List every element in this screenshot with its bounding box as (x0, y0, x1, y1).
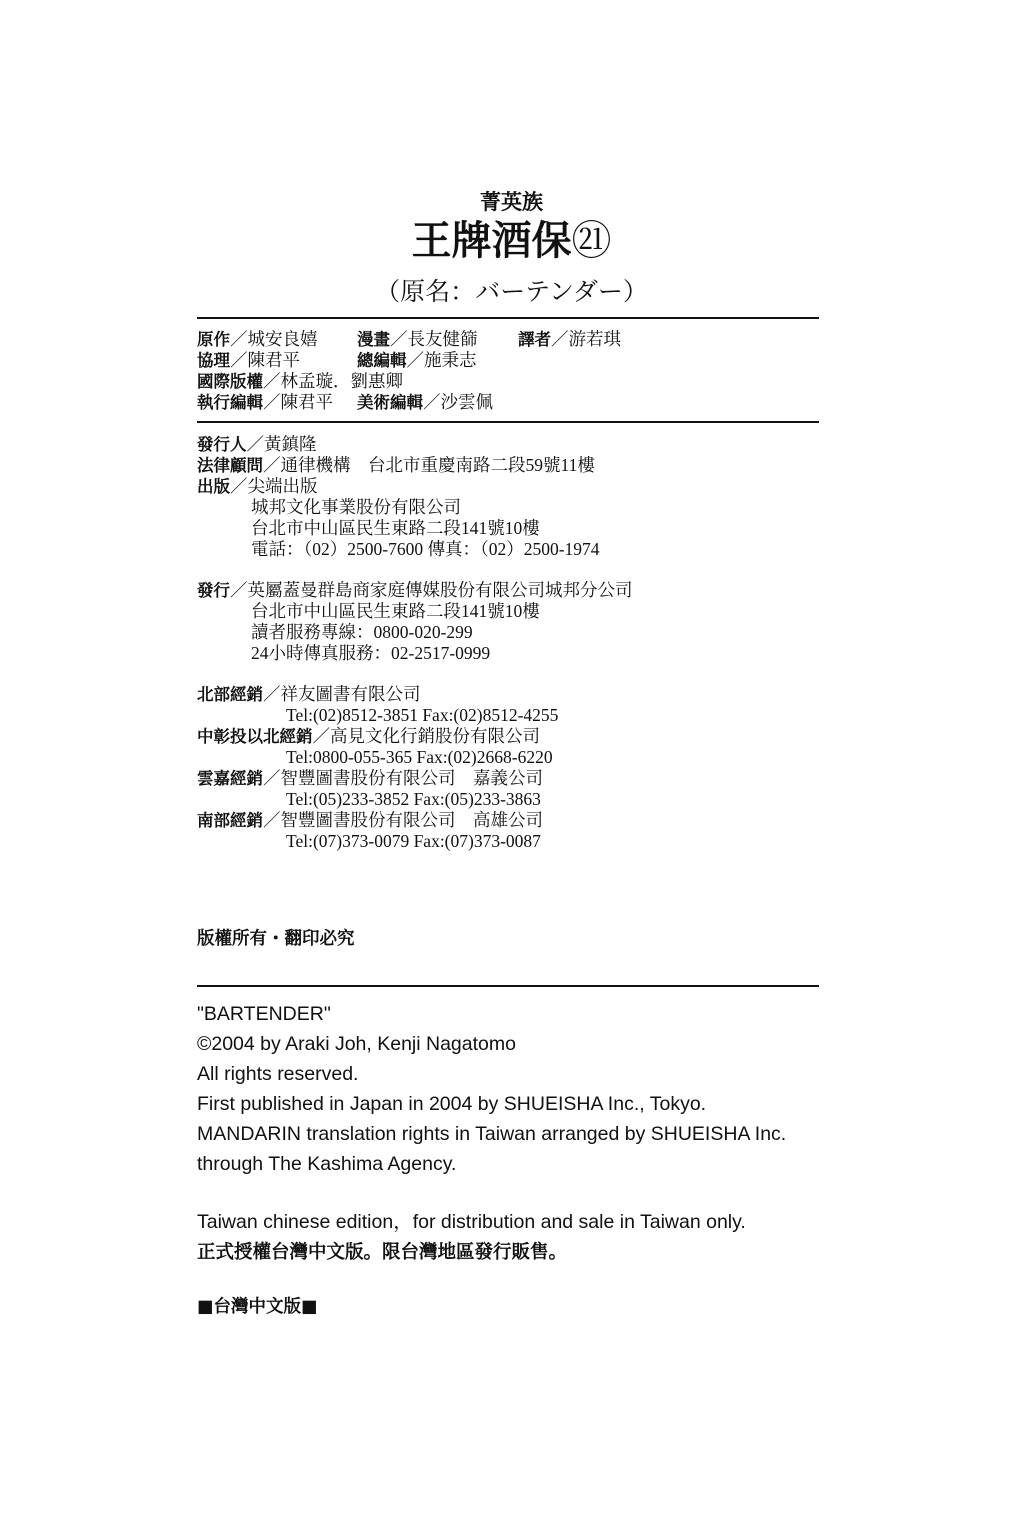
fax-service: 24小時傳真服務：02-2517-0999 (251, 643, 491, 663)
dealer-contact: Tel:(07)373-0079 Fax:(07)373-0087 (286, 831, 541, 851)
staff-row-1-c: 譯者／游若琪 (518, 329, 621, 349)
dealer-label: 雲嘉經銷 (197, 769, 263, 788)
rights-reserved: 版權所有・翻印必究 (197, 929, 355, 949)
original-title: （原名：バーテンダー） (375, 277, 648, 306)
english-reserved: All rights reserved. (197, 1063, 359, 1085)
edition-mark: ■台灣中文版■ (197, 1297, 318, 1317)
book-title (0, 217, 1023, 265)
divider-3 (197, 985, 819, 987)
english-edition: Taiwan chinese edition，for distribution and sale in Taiwan only. (197, 1211, 746, 1233)
english-copyright: ©2004 by Araki Joh, Kenji Nagatomo (197, 1033, 516, 1055)
staff-value: 長友健篩 (407, 329, 478, 349)
staff-row-2-b: 總編輯／施秉志 (357, 350, 477, 370)
dealer-label: 中彰投以北經銷 (197, 727, 313, 746)
staff-label: 總編輯 (357, 351, 407, 370)
publisher-address: 台北市中山區民生東路二段141號10樓 (251, 518, 540, 538)
publisher-company: 城邦文化事業股份有限公司 (251, 497, 461, 517)
dealer-value: 高見文化行銷股份有限公司 (330, 726, 540, 746)
staff-label: 國際版權 (197, 372, 263, 391)
staff-row-3: 國際版權／林孟璇．劉惠卿 (197, 371, 403, 391)
issuer-value: 黃鎮隆 (264, 434, 317, 454)
dealer-value: 智豐圖書股份有限公司 嘉義公司 (280, 768, 543, 788)
staff-value: 沙雲佩 (440, 392, 493, 412)
staff-value: 城安良嬉 (247, 329, 318, 349)
legal-value: 通律機構 台北市重慶南路二段59號11樓 (280, 455, 595, 475)
staff-row-1-b: 漫畫／長友健篩 (357, 329, 478, 349)
staff-row-4: 執行編輯／陳君平 (197, 392, 333, 412)
staff-row-4-b: 美術編輯／沙雲佩 (357, 392, 493, 412)
dealer-label: 北部經銷 (197, 685, 263, 704)
dealer-value: 智豐圖書股份有限公司 高雄公司 (280, 810, 543, 830)
english-title: "BARTENDER" (197, 1003, 331, 1025)
staff-label: 漫畫 (357, 330, 390, 349)
legal-row: 法律顧問／通律機構 台北市重慶南路二段59號11樓 (197, 455, 595, 475)
service-line: 讀者服務專線：0800-020-299 (251, 622, 473, 642)
distribution-value: 英屬蓋曼群島商家庭傳媒股份有限公司城邦分公司 (247, 580, 633, 600)
publishing-value: 尖端出版 (247, 476, 318, 496)
dealer-row: 南部經銷／智豐圖書股份有限公司 高雄公司 (197, 810, 543, 830)
staff-row-2: 協理／陳君平 (197, 350, 300, 370)
divider-2 (197, 421, 819, 423)
issuer-label: 發行人 (197, 435, 247, 454)
distribution-row: 發行／英屬蓋曼群島商家庭傳媒股份有限公司城邦分公司 (197, 580, 633, 600)
english-translation: MANDARIN translation rights in Taiwan arranged by SHUEISHA Inc. (197, 1123, 787, 1145)
dealer-contact: Tel:(02)8512-3851 Fax:(02)8512-4255 (286, 705, 559, 725)
english-agency: through The Kashima Agency. (197, 1153, 457, 1175)
staff-label: 原作 (197, 330, 230, 349)
staff-value: 陳君平 (247, 350, 300, 370)
dealer-label: 南部經銷 (197, 811, 263, 830)
staff-value: 施秉志 (424, 350, 477, 370)
staff-label: 協理 (197, 351, 230, 370)
publisher-phone: 電話：（02）2500-7600 傳真：（02）2500-1974 (251, 539, 600, 559)
volume-number: ㉑ (571, 218, 612, 264)
english-first-published: First published in Japan in 2004 by SHUEISHA Inc., Tokyo. (197, 1093, 707, 1115)
dealer-row: 北部經銷／祥友圖書有限公司 (197, 684, 421, 704)
dealer-row: 中彰投以北經銷／高見文化行銷股份有限公司 (197, 726, 540, 746)
distribution-label: 發行 (197, 581, 230, 600)
series-name: 菁英族 (480, 190, 543, 214)
dealer-contact: Tel:0800-055-365 Fax:(02)2668-6220 (286, 747, 553, 767)
distribution-address: 台北市中山區民生東路二段141號10樓 (251, 601, 540, 621)
book-title-text: 王牌酒保 (411, 218, 572, 264)
legal-label: 法律顧問 (197, 456, 263, 475)
dealer-contact: Tel:(05)233-3852 Fax:(05)233-3863 (286, 789, 541, 809)
staff-value: 游若琪 (568, 329, 621, 349)
staff-value: 陳君平 (280, 392, 333, 412)
staff-label: 執行編輯 (197, 393, 263, 412)
staff-value: 林孟璇．劉惠卿 (280, 371, 403, 391)
staff-row-1: 原作／城安良嬉 (197, 329, 318, 349)
divider-1 (197, 317, 819, 319)
dealer-row: 雲嘉經銷／智豐圖書股份有限公司 嘉義公司 (197, 768, 543, 788)
staff-label: 美術編輯 (357, 393, 423, 412)
publishing-label: 出版 (197, 477, 230, 496)
authorized-notice: 正式授權台灣中文版。限台灣地區發行販售。 (197, 1242, 568, 1263)
issuer-row: 發行人／黃鎮隆 (197, 434, 317, 454)
dealer-value: 祥友圖書有限公司 (280, 684, 421, 704)
staff-label: 譯者 (518, 330, 551, 349)
publishing-row: 出版／尖端出版 (197, 476, 318, 496)
